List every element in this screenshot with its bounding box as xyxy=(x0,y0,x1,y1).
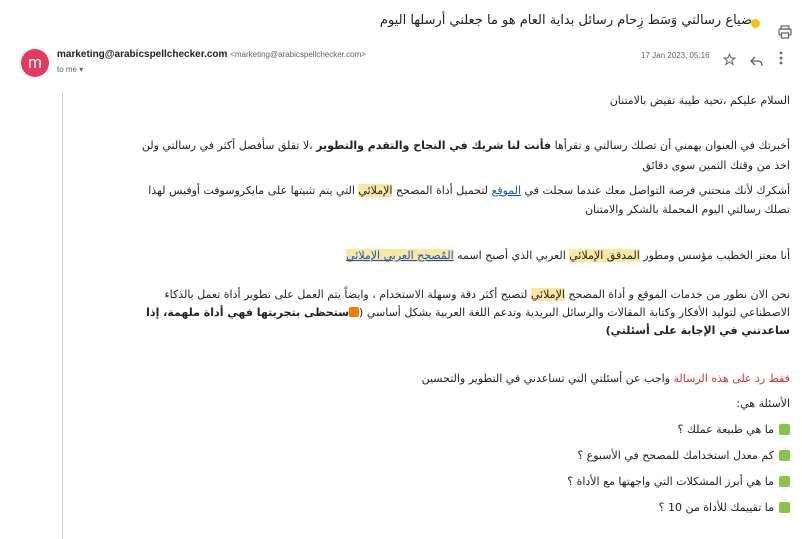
product-link[interactable]: المٌصحح العربي الإملائي xyxy=(346,249,454,262)
bullet-icon xyxy=(779,502,790,513)
p4-line2-text: الاصطناعي لتوليد الأفكار وكتابة المقالات والرسائل البريدية وتدعم اللغة العربية بشكل أساسي ( xyxy=(359,306,790,319)
p2-highlight: الإملائي xyxy=(358,184,393,197)
avatar[interactable]: m xyxy=(21,49,49,77)
questions-title: الأسئلة هي: xyxy=(736,397,790,410)
paragraph-4-line-3: ساعدتني في الإجابة على أسئلتي) xyxy=(605,324,790,337)
p2-text-b: لتحميل أداة المصحح xyxy=(392,184,492,197)
paragraph-1-line-1 xyxy=(142,139,790,152)
sender-line xyxy=(57,49,366,60)
paragraph-5 xyxy=(422,372,790,385)
question-text: ما هي أبرز المشكلات التي واجهتها مع الأداة ؟ xyxy=(567,475,774,488)
star-icon[interactable] xyxy=(723,51,736,64)
label-dot-icon xyxy=(751,19,761,29)
p3-text-a: أنا معتز الخطيب مؤسس ومطور xyxy=(639,249,790,262)
p2-text-c: التي يتم تثبيتها على مايكروسوفت أوفيس لهذا xyxy=(148,184,359,197)
gift-icon xyxy=(349,307,359,317)
p4-line2-bold: ستحظى بتجربتها فهي أداة ملهمة، إذا xyxy=(146,306,350,319)
bullet-icon xyxy=(779,450,790,461)
quote-divider xyxy=(62,92,63,539)
question-text: ما هي طبيعة عملك ؟ xyxy=(677,423,774,436)
sender-address: <marketing@arabicspellchecker.com> xyxy=(230,50,366,59)
p1-text-a: أخبرتك في العنوان يهمني أن تصلك رسالتي و تقرأها xyxy=(551,139,790,152)
paragraph-3 xyxy=(346,249,790,262)
question-text: كم معدل استخدامك للمصحح في الأسبوع ؟ xyxy=(577,449,774,462)
p4-highlight: الإملائي xyxy=(530,288,565,301)
p2-text-a: أشكرك لأنك منحتني فرصة التواصل معك عندما سجلت في xyxy=(521,184,790,197)
p5-text: واجب عن أسئلتي التي تساعدني في التطوير والتحسين xyxy=(421,372,674,385)
list-item xyxy=(659,501,790,514)
reply-icon[interactable] xyxy=(750,52,763,63)
bullet-icon xyxy=(779,424,790,435)
recipient-label: to me xyxy=(57,65,78,74)
email-date: 17 Jan 2023, 05:16 xyxy=(641,51,710,60)
p1-text-b: ،لا تقلق سأفصل أكثر في رسالتي ولن xyxy=(141,139,317,152)
site-link[interactable]: الموقع xyxy=(491,184,522,197)
print-icon[interactable] xyxy=(778,24,792,38)
p5-red: فقط رد على هذه الرسالة xyxy=(673,372,790,385)
more-vert-icon[interactable] xyxy=(779,50,783,64)
paragraph-1-line-2: اخذ من وقتك الثمين سوى دقائق xyxy=(642,159,790,172)
subject-row xyxy=(0,10,802,34)
bullet-icon xyxy=(779,476,790,487)
list-item xyxy=(678,423,790,436)
list-item xyxy=(577,449,790,462)
greeting: السلام عليكم ،تحية طيبة تفيض بالامتنان xyxy=(609,94,790,107)
paragraph-4-line-2 xyxy=(146,306,790,319)
recipient[interactable] xyxy=(57,65,83,74)
p3-highlight: المدقق الإملائي xyxy=(569,249,640,262)
paragraph-4-line-1 xyxy=(164,288,790,301)
p1-bold: فأنت لنا شريك في النجاح والتقدم والتطوير xyxy=(316,139,552,152)
p4-text-b: لتصبح أكثر دقة وسهلة الاستخدام ، وايضاً يتم العمل على تطوير أداة تعمل بالذكاء xyxy=(164,288,531,301)
email-subject: ضياع رسالتي وَسَط زِحام رسائل بداية العام هو ما جعلني أرسلها اليوم xyxy=(379,13,752,28)
p4-text-a: نحن الان نطور من خدمات الموقع و أداة المصحح xyxy=(564,288,790,301)
chevron-down-icon[interactable]: ▾ xyxy=(79,65,84,74)
list-item xyxy=(567,475,790,488)
paragraph-2-line-2: تصلك رسالتي اليوم المحملة بالشكر والامتنان xyxy=(584,203,790,216)
p3-text-b: العربي الذي أصبح اسمه xyxy=(453,249,570,262)
question-text: ما تقييمك للأداة من 10 ؟ xyxy=(658,501,774,514)
paragraph-2-line-1 xyxy=(148,184,790,197)
sender-name[interactable]: marketing@arabicspellchecker.com xyxy=(57,49,228,60)
